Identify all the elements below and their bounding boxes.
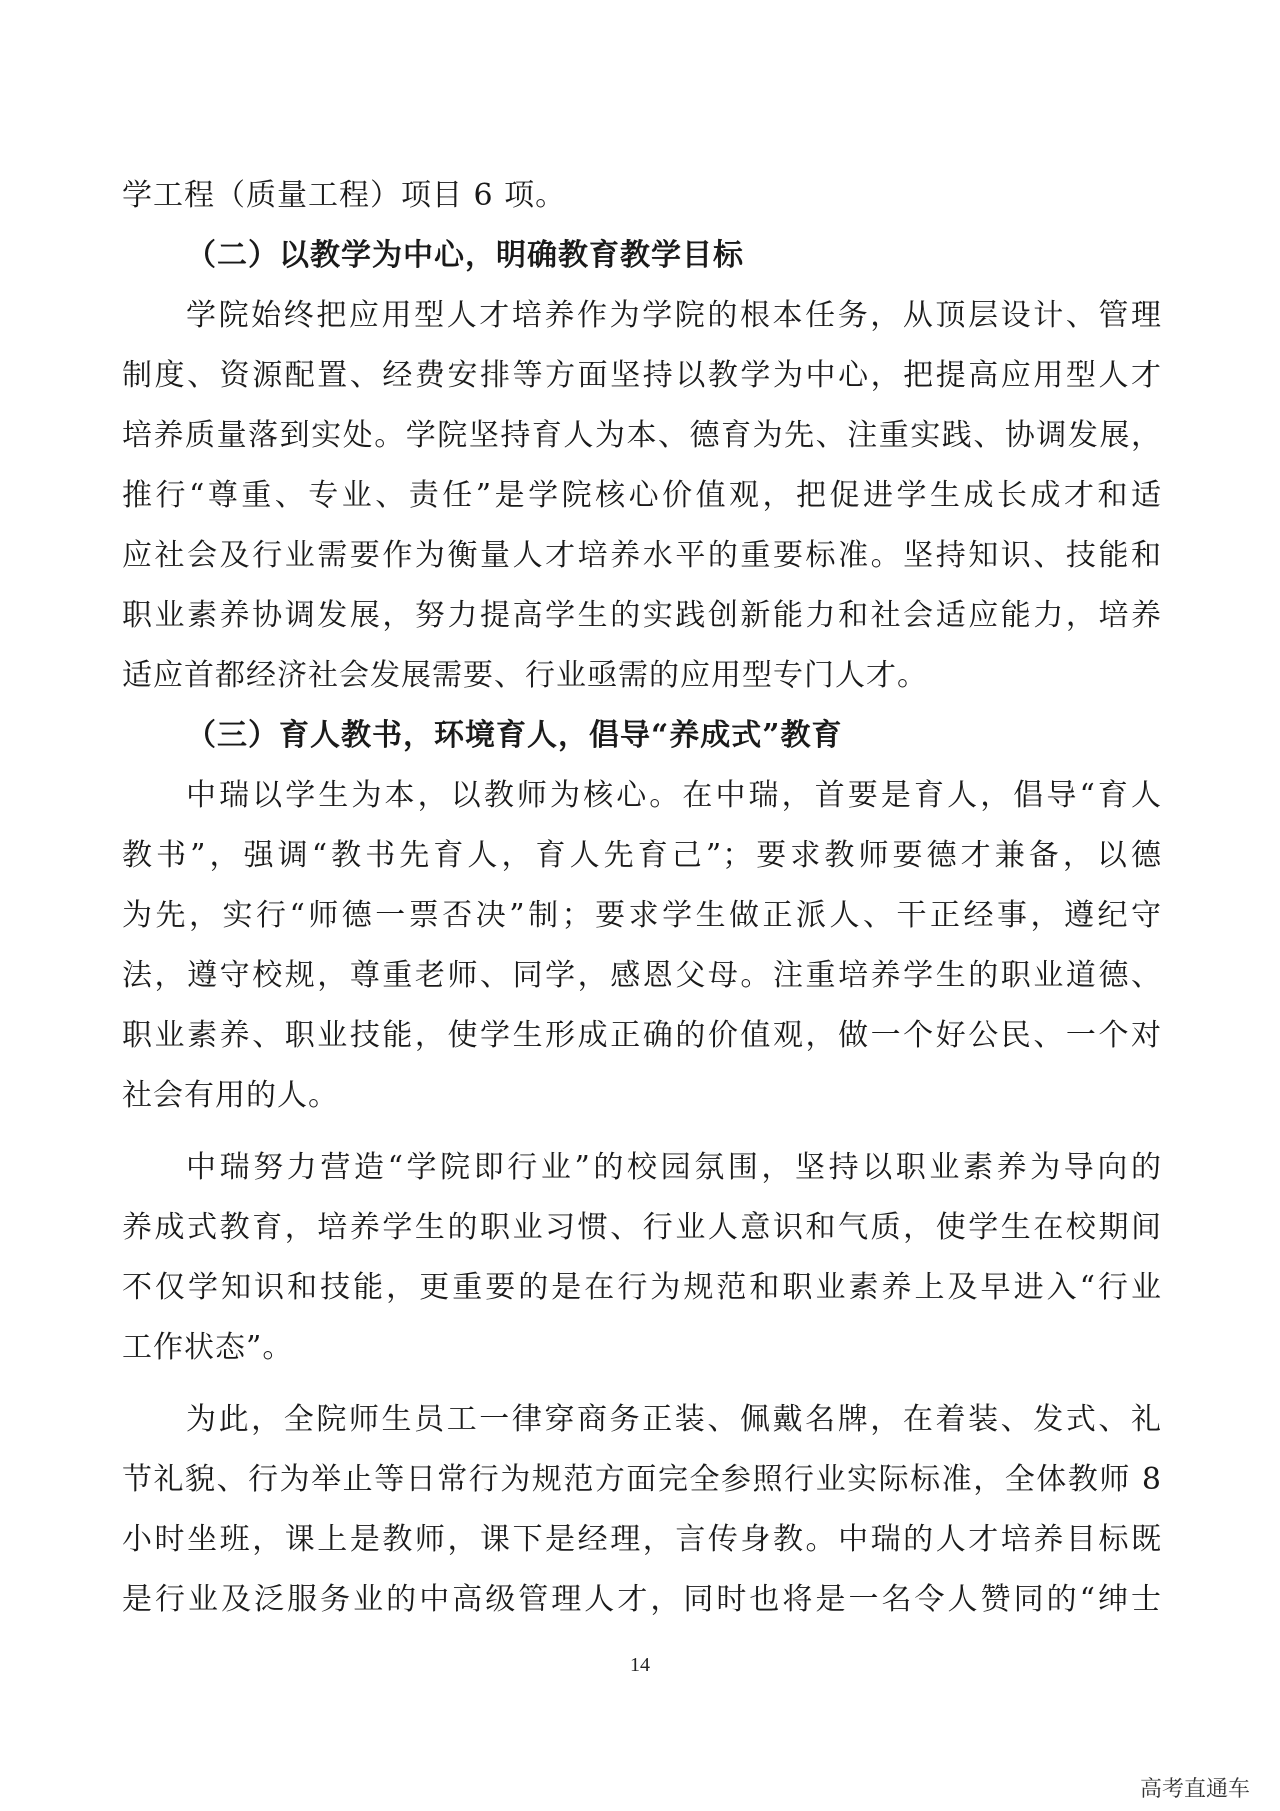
paragraph-line: 不仅学知识和技能，更重要的是在行为规范和职业素养上及早进入“行业 [122,1270,1162,1305]
paragraph-line: 中瑞以学生为本，以教师为核心。在中瑞，首要是育人，倡导“育人 [186,778,1162,813]
paragraph-line: 制度、资源配置、经费安排等方面坚持以教学为中心，把提高应用型人才 [122,358,1162,393]
paragraph-line: 适应首都经济社会发展需要、行业亟需的应用型专门人才。 [122,658,928,693]
section-heading: （三）育人教书，环境育人，倡导“养成式”教育 [186,718,843,753]
paragraph-line: 中瑞努力营造“学院即行业”的校园氛围，坚持以职业素养为导向的 [186,1150,1162,1185]
paragraph-line: 为先，实行“师德一票否决”制；要求学生做正派人、干正经事，遵纪守 [122,898,1162,933]
paragraph-line: 职业素养、职业技能，使学生形成正确的价值观，做一个好公民、一个对 [122,1018,1162,1053]
paragraph-line: 节礼貌、行为举止等日常行为规范方面完全参照行业实际标准，全体教师 8 [122,1462,1162,1497]
paragraph-line: 社会有用的人。 [122,1078,339,1113]
paragraph-line: 职业素养协调发展，努力提高学生的实践创新能力和社会适应能力，培养 [122,598,1162,633]
watermark-logo: 高考直通车 [1134,1770,1256,1805]
paragraph-line: 学工程（质量工程）项目 6 项。 [122,178,567,213]
paragraph-line: 培养质量落到实处。学院坚持育人为本、德育为先、注重实践、协调发展， [122,418,1162,453]
page-number: 14 [630,1654,650,1676]
document-body [122,166,1162,1630]
paragraph-line: 小时坐班，课上是教师，课下是经理，言传身教。中瑞的人才培养目标既 [122,1522,1162,1557]
paragraph-line: 养成式教育，培养学生的职业习惯、行业人意识和气质，使学生在校期间 [122,1210,1162,1245]
paragraph-line: 学院始终把应用型人才培养作为学院的根本任务，从顶层设计、管理 [186,298,1162,333]
section-heading: （二）以教学为中心，明确教育教学目标 [186,238,744,273]
paragraph-line: 推行“尊重、专业、责任”是学院核心价值观，把促进学生成长成才和适 [122,478,1162,513]
paragraph-line: 是行业及泛服务业的中高级管理人才，同时也将是一名令人赞同的“绅士 [122,1582,1162,1617]
paragraph-line: 法，遵守校规，尊重老师、同学，感恩父母。注重培养学生的职业道德、 [122,958,1162,993]
paragraph-line: 应社会及行业需要作为衡量人才培养水平的重要标准。坚持知识、技能和 [122,538,1162,573]
paragraph-line: 为此，全院师生员工一律穿商务正装、佩戴名牌，在着装、发式、礼 [186,1402,1162,1437]
paragraph-line: 教书”，强调“教书先育人，育人先育己”；要求教师要德才兼备，以德 [122,838,1162,873]
paragraph-line: 工作状态”。 [122,1330,294,1365]
